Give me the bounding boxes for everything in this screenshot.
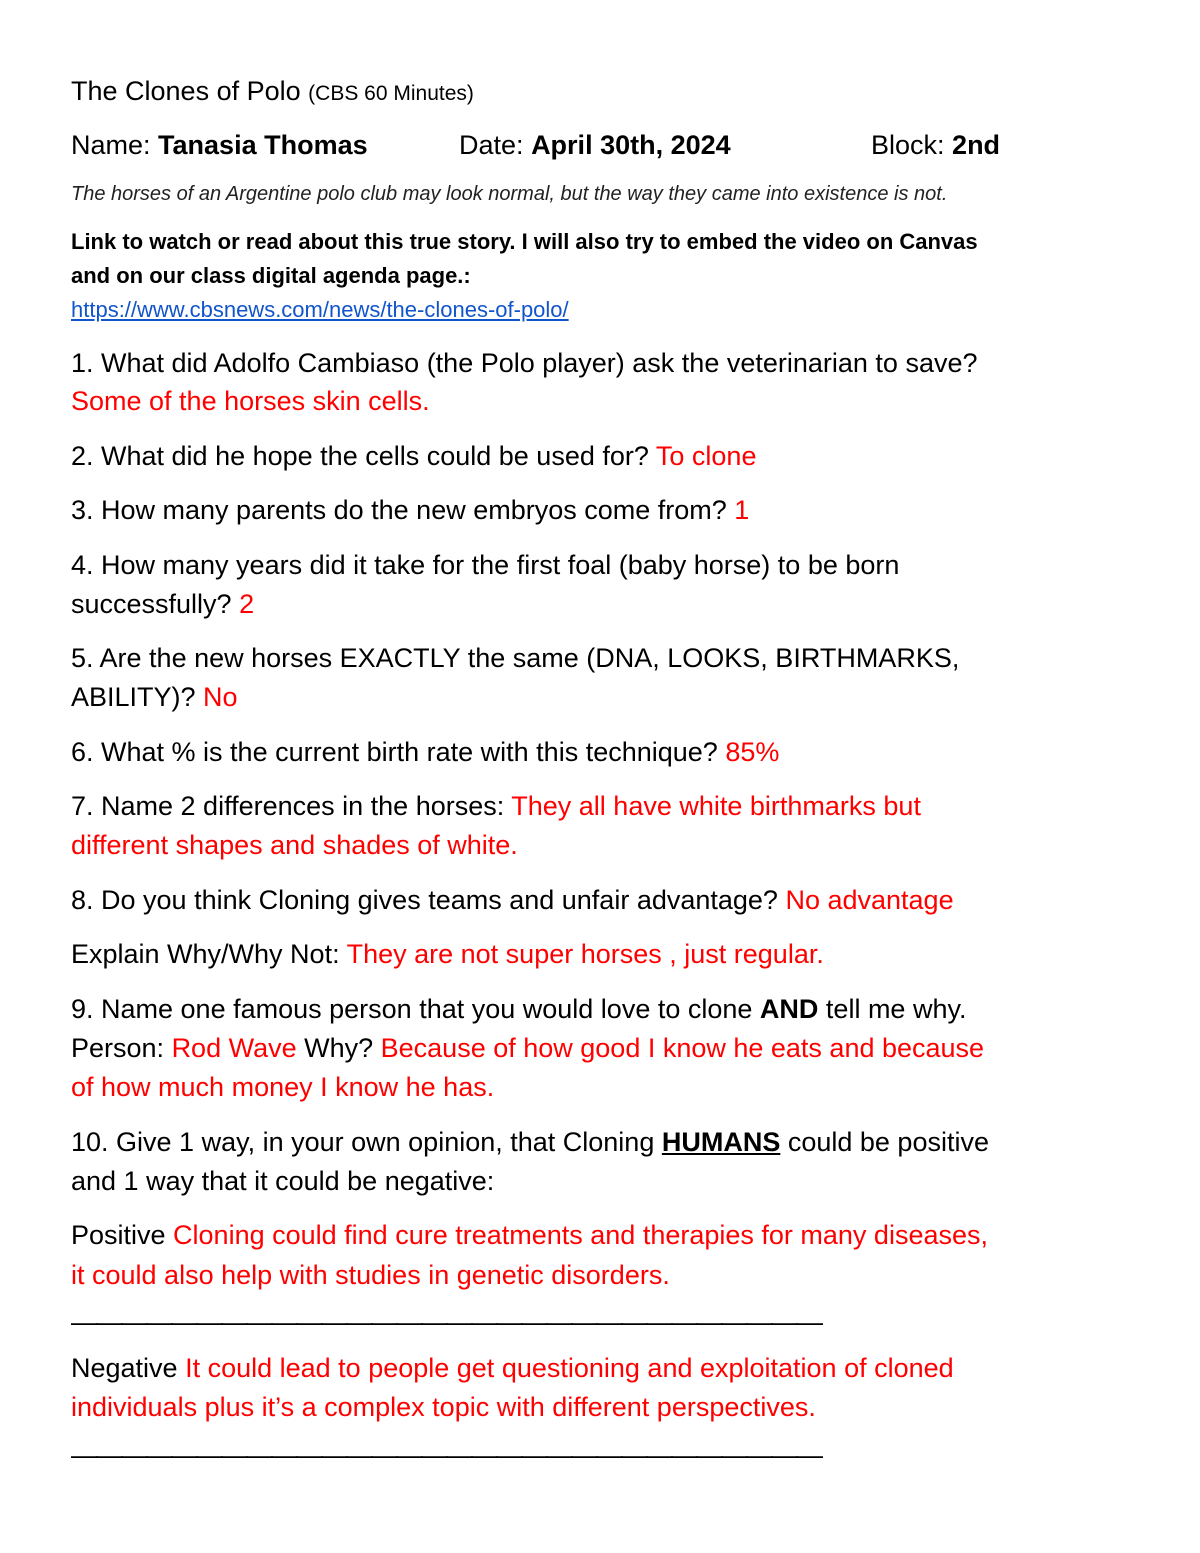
q10-question-line1 (71, 1122, 989, 1162)
block-label: Block: (871, 130, 945, 160)
q10-question-line2: and 1 way that it could be negative: (71, 1166, 495, 1196)
q9-person-answer: Rod Wave (171, 1033, 297, 1063)
q2-line (71, 436, 756, 476)
q10-positive-line1 (71, 1215, 988, 1255)
q10-question-bold: HUMANS (661, 1127, 781, 1157)
q7-question: 7. Name 2 differences in the horses: (71, 791, 512, 821)
q10-negative-answer-line1: It could lead to people get questioning and exploitation of cloned (185, 1353, 954, 1383)
q10-positive-label: Positive (71, 1220, 174, 1250)
q3-answer: 1 (734, 495, 750, 525)
q10-positive-answer-line2: it could also help with studies in genetic disorders. (71, 1260, 670, 1290)
q8-explain-line (71, 934, 824, 974)
q9-why-answer-line2: of how much money I know he has. (71, 1072, 495, 1102)
q4-line2 (71, 584, 254, 624)
q10-negative-label: Negative (71, 1353, 186, 1383)
q10-question-pre: 10. Give 1 way, in your own opinion, that Cloning (71, 1127, 662, 1157)
q5-question-line1: 5. Are the new horses EXACTLY the same (DNA, LOOKS, BIRTHMARKS, (71, 643, 960, 673)
q9-question-post: tell me why. (818, 994, 967, 1024)
q10-question-post: could be positive (780, 1127, 989, 1157)
q9-question-pre: 9. Name one famous person that you would love to clone (71, 994, 760, 1024)
q7-answer-line1: They all have white birthmarks but (511, 791, 921, 821)
header-row (71, 125, 368, 165)
negative-answer-rule: —————————————————————————————— (71, 1440, 821, 1470)
q3-line (71, 490, 749, 530)
title-sub: (CBS 60 Minutes) (308, 82, 474, 105)
q5-answer: No (203, 682, 238, 712)
q4-question-line1: 4. How many years did it take for the first foal (baby horse) to be born (71, 550, 900, 580)
q8-explain-label: Explain Why/Why Not: (71, 939, 347, 969)
q8-line (71, 880, 954, 920)
q9-person-line (71, 1028, 984, 1068)
q8-question: 8. Do you think Cloning gives teams and unfair advantage? (71, 885, 786, 915)
block-value: 2nd (952, 130, 1001, 160)
q2-answer: To clone (655, 441, 757, 471)
title-main: The Clones of Polo (71, 76, 301, 106)
q5-line2 (71, 677, 238, 717)
block-field (871, 125, 1000, 165)
q9-question-bold: AND (759, 994, 819, 1024)
name-value: Tanasia Thomas (158, 130, 368, 160)
q10-positive-answer-line1: Cloning could find cure treatments and therapies for many diseases, (173, 1220, 988, 1250)
q8-answer: No advantage (785, 885, 954, 915)
intro-text: The horses of an Argentine polo club may look normal, but the way they came into existence is not. (71, 183, 948, 205)
q3-question: 3. How many parents do the new embryos come from? (71, 495, 735, 525)
date-value: April 30th, 2024 (531, 130, 731, 160)
q1-answer: Some of the horses skin cells. (71, 386, 430, 416)
q5-question-line2: ABILITY)? (71, 682, 204, 712)
q9-why-answer-line1: Because of how good I know he eats and because (380, 1033, 985, 1063)
q10-negative-answer-line2: individuals plus it’s a complex topic with different perspectives. (71, 1392, 816, 1422)
q9-person-label: Person: (71, 1033, 172, 1063)
q7-answer-line2: different shapes and shades of white. (71, 830, 518, 860)
q6-answer: 85% (725, 737, 780, 767)
date-field (459, 125, 731, 165)
q4-answer: 2 (239, 589, 255, 619)
q1-question: 1. What did Adolfo Cambiaso (the Polo player) ask the veterinarian to save? (71, 348, 978, 378)
q9-why-label: Why? (296, 1033, 381, 1063)
q4-question-line2: successfully? (71, 589, 240, 619)
q8-explain-answer: They are not super horses , just regular. (346, 939, 824, 969)
worksheet-title (71, 71, 474, 114)
name-label: Name: (71, 130, 151, 160)
q9-question (71, 989, 966, 1029)
article-link-wrap (71, 293, 569, 327)
q6-question: 6. What % is the current birth rate with this technique? (71, 737, 726, 767)
q10-negative-line1 (71, 1348, 954, 1388)
q2-question: 2. What did he hope the cells could be used for? (71, 441, 656, 471)
article-link[interactable]: https://www.cbsnews.com/news/the-clones-of-polo/ (71, 297, 569, 322)
q7-line1 (71, 786, 921, 826)
link-instructions-line2: and on our class digital agenda page.: (71, 263, 471, 288)
date-label: Date: (459, 130, 524, 160)
q6-line (71, 732, 779, 772)
positive-answer-rule: —————————————————————————————— (71, 1307, 821, 1337)
link-instructions-line1: Link to watch or read about this true story. I will also try to embed the video on Canvas (71, 229, 978, 254)
